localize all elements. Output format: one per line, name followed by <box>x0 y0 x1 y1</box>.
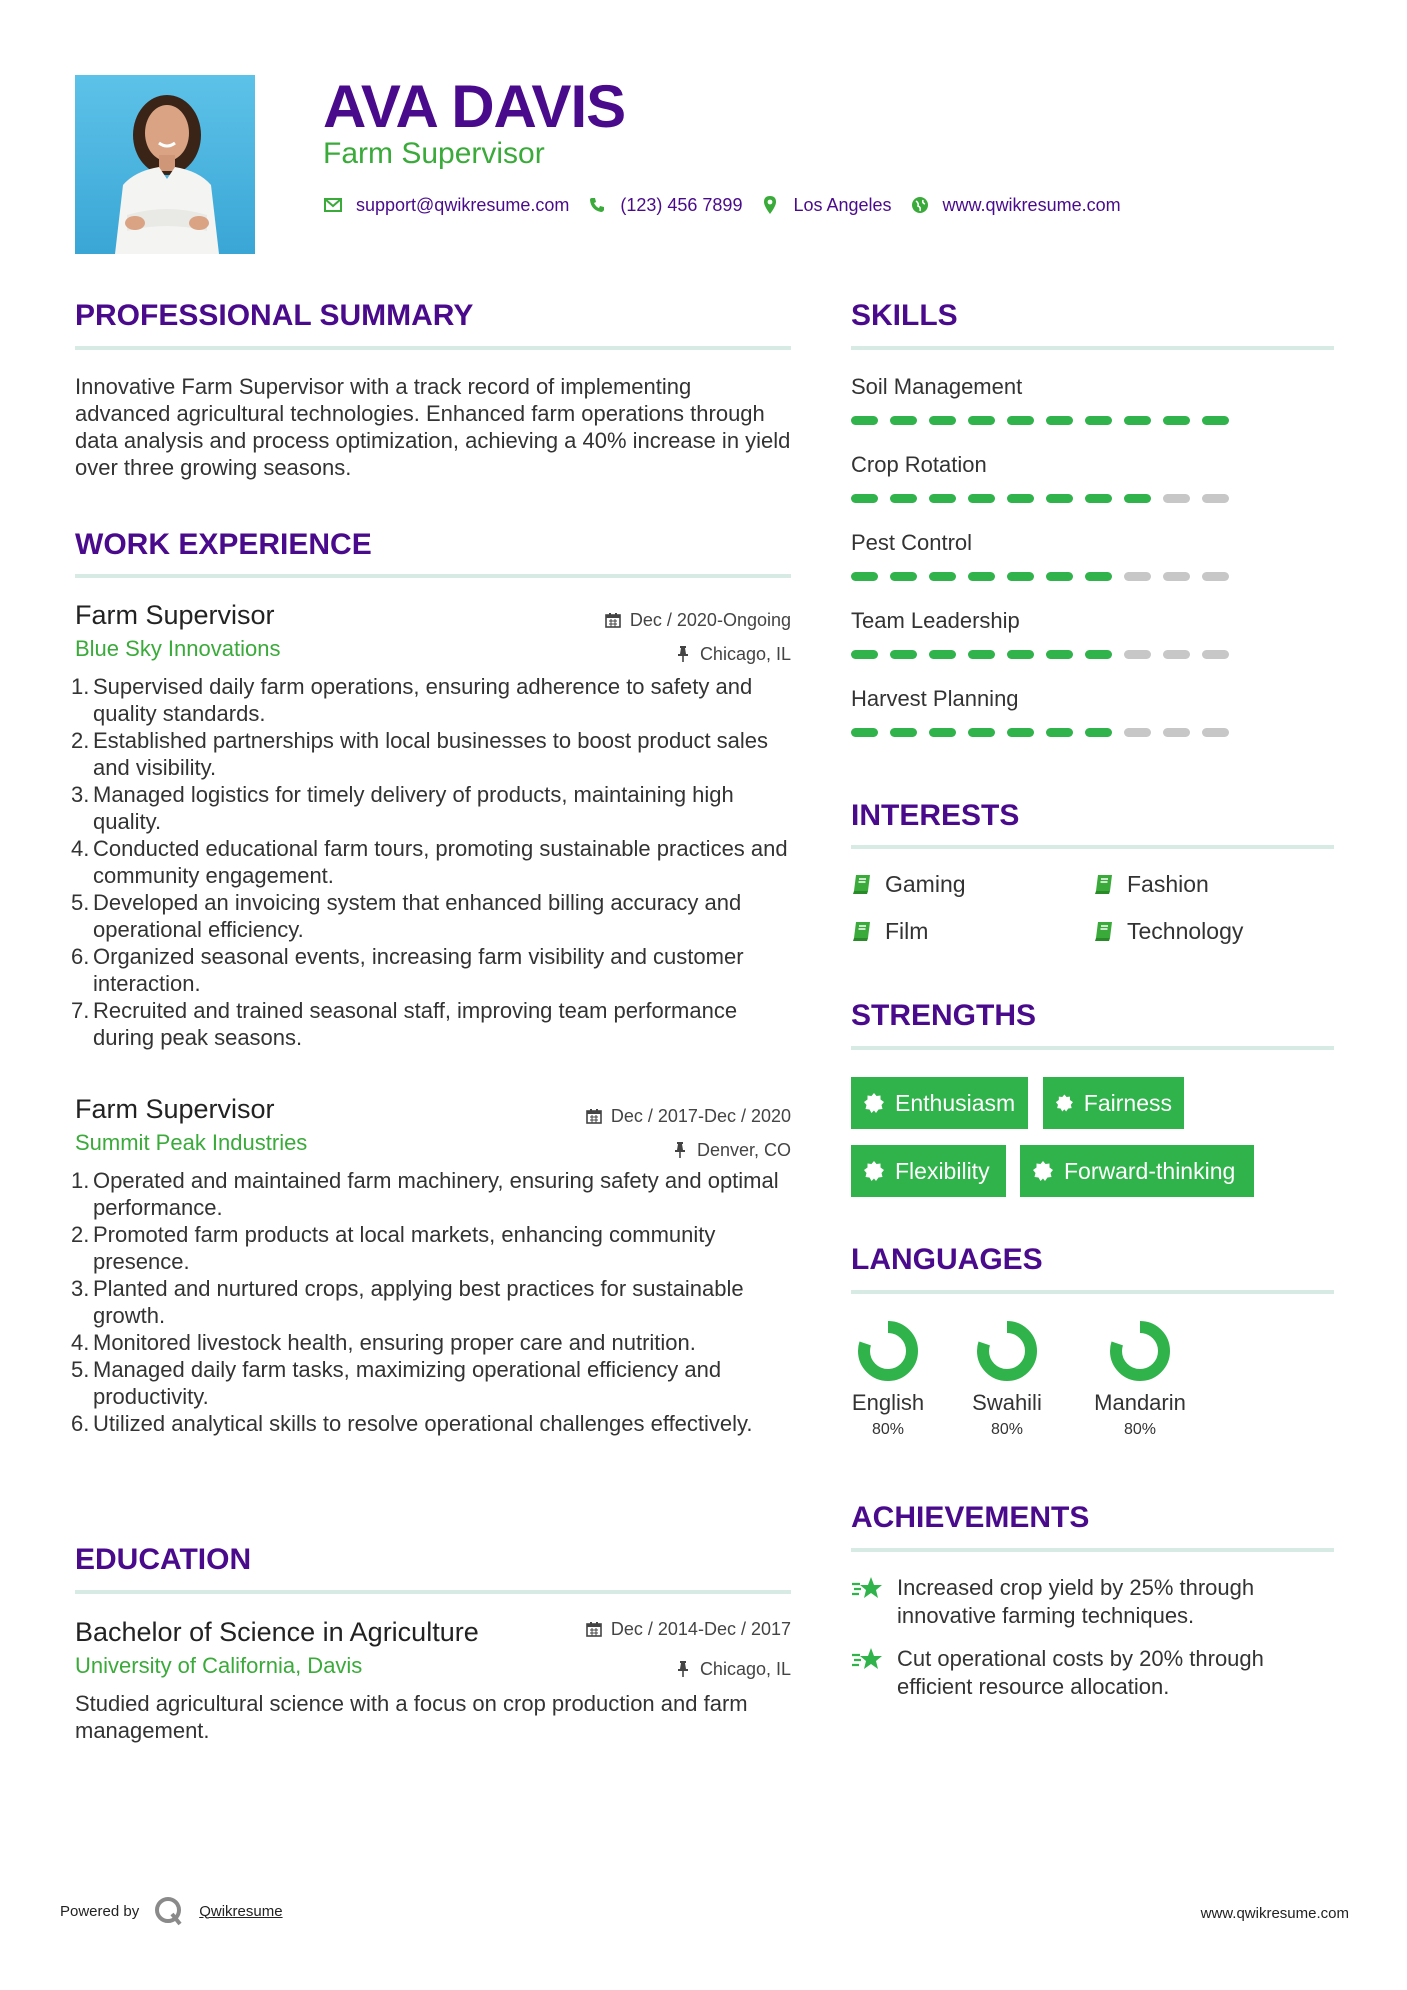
skill-dot-filled <box>851 572 878 581</box>
education-description: Studied agricultural science with a focus on crop production and farm management. <box>75 1691 748 1743</box>
skill-dot-filled <box>851 494 878 503</box>
job-dates-text: Dec / 2017-Dec / 2020 <box>610 1106 791 1126</box>
skill-dot-filled <box>1124 416 1151 425</box>
language-ring <box>855 1318 921 1384</box>
achievements-heading: ACHIEVEMENTS <box>851 1501 1090 1534</box>
achievements-rule <box>851 1548 1334 1552</box>
list-item: 1. Supervised daily farm operations, ensuring adherence to safety and quality standards. <box>71 674 753 726</box>
map-marker-icon <box>760 195 780 215</box>
skill-dot-empty <box>1124 728 1151 737</box>
language-percent: 80% <box>871 1421 905 1438</box>
list-item: 2. Established partnerships with local businesses to boost product sales and visibility. <box>71 728 769 780</box>
education-location-text: Chicago, IL <box>699 1659 791 1679</box>
skill-dot-filled <box>890 416 917 425</box>
skill-rating <box>851 572 1231 582</box>
job-dates-text: Dec / 2020-Ongoing <box>629 610 791 630</box>
skill-dot-filled <box>1007 494 1034 503</box>
job-bullets <box>71 673 791 1051</box>
phone-icon <box>587 195 607 215</box>
education-degree: Bachelor of Science in Agriculture <box>75 1617 479 1647</box>
list-item: 4. Monitored livestock health, ensuring proper care and nutrition. <box>71 1330 696 1355</box>
skill-dot-filled <box>1085 728 1112 737</box>
contact-email[interactable] <box>323 193 569 217</box>
skill-dot-filled <box>968 650 995 659</box>
calendar-icon <box>585 1107 603 1125</box>
badge-icon <box>863 1160 885 1182</box>
contact-location-text: Los Angeles <box>793 195 892 215</box>
education-dates <box>585 1618 791 1640</box>
list-item: 5. Managed daily farm tasks, maximizing operational efficiency and productivity. <box>71 1357 722 1409</box>
pin-icon <box>671 1141 689 1159</box>
strength-tag <box>851 1145 1006 1197</box>
skill-dot-filled <box>1046 416 1073 425</box>
skill-dot-filled <box>1046 650 1073 659</box>
job-location <box>674 643 791 665</box>
list-item: 6. Utilized analytical skills to resolve operational challenges effectively. <box>71 1411 753 1436</box>
language-name: Mandarin <box>1094 1390 1186 1415</box>
skill-dot-filled <box>890 494 917 503</box>
candidate-name: AVA DAVIS <box>323 73 626 140</box>
footer-website[interactable]: www.qwikresume.com <box>1200 1905 1349 1922</box>
job-entry <box>71 599 791 1051</box>
strength-label: Enthusiasm <box>895 1089 1016 1116</box>
skill-dot-filled <box>929 650 956 659</box>
job-role: Farm Supervisor <box>75 600 275 630</box>
education-rule <box>75 1590 791 1594</box>
skills-rule <box>851 346 1334 350</box>
skill-dot-filled <box>1124 494 1151 503</box>
skill-dot-filled <box>1202 416 1229 425</box>
skill-item <box>851 373 1334 401</box>
skill-item <box>851 451 1334 479</box>
languages-rule <box>851 1290 1334 1294</box>
language-name: Swahili <box>972 1390 1042 1415</box>
skill-dot-filled <box>851 416 878 425</box>
skill-dot-filled <box>890 650 917 659</box>
job-location <box>671 1139 791 1161</box>
language-percent: 80% <box>990 1421 1024 1438</box>
interest-label: Gaming <box>885 871 966 897</box>
skill-item <box>851 607 1334 635</box>
achievement-text: Increased crop yield by 25% through innovative farming techniques. <box>897 1575 1255 1628</box>
list-item: 6. Organized seasonal events, increasing farm visibility and customer interaction. <box>71 944 744 996</box>
interest-label: Technology <box>1127 918 1244 944</box>
interests-heading: INTERESTS <box>851 799 1020 832</box>
skill-dot-filled <box>1163 416 1190 425</box>
education-location <box>674 1658 791 1680</box>
language-ring <box>1107 1318 1173 1384</box>
list-item: 1. Operated and maintained farm machinery, ensuring safety and optimal performance. <box>71 1168 779 1220</box>
calendar-icon <box>604 611 622 629</box>
job-company: Summit Peak Industries <box>75 1130 308 1155</box>
skill-name: Harvest Planning <box>851 686 1019 711</box>
skill-dot-filled <box>890 572 917 581</box>
interests-rule <box>851 845 1334 849</box>
skill-dot-filled <box>1085 494 1112 503</box>
language-item <box>828 1318 948 1440</box>
list-item: 3. Managed logistics for timely delivery of products, maintaining high quality. <box>71 782 734 834</box>
skill-dot-filled <box>929 728 956 737</box>
skill-dot-filled <box>851 728 878 737</box>
skill-item <box>851 685 1334 713</box>
language-name: English <box>851 1390 925 1415</box>
skill-rating <box>851 650 1231 660</box>
globe-icon <box>910 195 930 215</box>
skill-dot-filled <box>1007 650 1034 659</box>
summary-text: Innovative Farm Supervisor with a track record of implementing advanced agricultural technologies. Enhanced farm operations through data analysis and process optimization, achieving a 40% increase in yield over three growing seasons. <box>75 374 791 480</box>
candidate-title: Farm Supervisor <box>323 137 545 170</box>
skill-dot-filled <box>929 494 956 503</box>
book-icon <box>851 920 873 942</box>
footer-powered-by <box>60 1895 283 1927</box>
strength-tag <box>851 1077 1028 1129</box>
interest-label: Film <box>885 918 929 944</box>
skills-heading: SKILLS <box>851 299 958 332</box>
skill-dot-filled <box>968 416 995 425</box>
skill-dot-filled <box>890 728 917 737</box>
strengths-heading: STRENGTHS <box>851 999 1037 1032</box>
job-bullets <box>71 1167 791 1437</box>
experience-heading: WORK EXPERIENCE <box>75 528 372 561</box>
strength-label: Fairness <box>1083 1089 1172 1116</box>
job-company: Blue Sky Innovations <box>75 636 281 661</box>
skill-dot-empty <box>1163 572 1190 581</box>
skill-dot-filled <box>851 650 878 659</box>
skill-dot-filled <box>1007 416 1034 425</box>
contact-location <box>760 193 891 217</box>
skill-dot-empty <box>1202 572 1229 581</box>
contact-phone-text: (123) 456 7899 <box>620 195 743 215</box>
skill-dot-filled <box>1085 416 1112 425</box>
qwikresume-logo-icon <box>153 1895 185 1927</box>
list-item: 3. Planted and nurtured crops, applying best practices for sustainable growth. <box>71 1276 744 1328</box>
job-location-text: Chicago, IL <box>699 644 791 664</box>
skill-dot-empty <box>1202 728 1229 737</box>
skill-dot-empty <box>1124 572 1151 581</box>
skill-dot-filled <box>1046 572 1073 581</box>
summary-heading: PROFESSIONAL SUMMARY <box>75 299 474 332</box>
book-icon <box>1093 873 1115 895</box>
skill-name: Soil Management <box>851 374 1023 399</box>
achievement-item <box>851 1574 1334 1630</box>
summary-rule <box>75 346 791 350</box>
list-item: 4. Conducted educational farm tours, promoting sustainable practices and community engagement. <box>71 836 788 888</box>
envelope-icon <box>323 195 343 215</box>
education-heading: EDUCATION <box>75 1543 252 1576</box>
skill-dot-filled <box>1007 728 1034 737</box>
list-item: 5. Developed an invoicing system that enhanced billing accuracy and operational efficiency. <box>71 890 742 942</box>
skill-dot-filled <box>968 728 995 737</box>
list-item: 7. Recruited and trained seasonal staff, improving team performance during peak seasons. <box>71 998 738 1050</box>
contact-bar <box>323 193 1139 217</box>
interest-item <box>1093 917 1243 945</box>
book-icon <box>851 873 873 895</box>
strength-tag <box>1043 1077 1184 1129</box>
education-school: University of California, Davis <box>75 1653 363 1678</box>
skill-name: Crop Rotation <box>851 452 987 477</box>
achievement-text: Cut operational costs by 20% through efficient resource allocation. <box>897 1646 1264 1699</box>
interest-item <box>851 870 966 898</box>
contact-website-text: www.qwikresume.com <box>942 195 1121 215</box>
education-dates-text: Dec / 2014-Dec / 2017 <box>610 1619 791 1639</box>
skill-dot-filled <box>968 494 995 503</box>
languages-heading: LANGUAGES <box>851 1243 1043 1276</box>
book-icon <box>1093 920 1115 942</box>
language-item <box>947 1318 1067 1440</box>
badge-icon <box>1032 1160 1054 1182</box>
skill-name: Pest Control <box>851 530 973 555</box>
star-icon <box>851 1574 885 1604</box>
calendar-icon <box>585 1620 603 1638</box>
language-percent: 80% <box>1123 1421 1157 1438</box>
star-icon <box>851 1645 885 1675</box>
skill-dot-empty <box>1124 650 1151 659</box>
skill-dot-empty <box>1163 650 1190 659</box>
experience-rule <box>75 574 791 578</box>
skill-dot-filled <box>929 416 956 425</box>
skill-dot-empty <box>1202 650 1229 659</box>
skill-dot-filled <box>1085 572 1112 581</box>
language-item <box>1080 1318 1200 1440</box>
language-ring <box>974 1318 1040 1384</box>
skill-rating <box>851 728 1231 738</box>
skill-rating <box>851 416 1231 426</box>
pin-icon <box>674 645 692 663</box>
job-dates <box>604 609 791 631</box>
job-entry <box>71 1093 791 1437</box>
interest-item <box>1093 870 1209 898</box>
skill-name: Team Leadership <box>851 608 1020 633</box>
strength-tag <box>1020 1145 1254 1197</box>
education-entry <box>75 1616 791 1744</box>
contact-phone[interactable] <box>587 193 742 217</box>
strength-label: Flexibility <box>895 1157 990 1184</box>
contact-website[interactable] <box>910 193 1121 217</box>
skill-dot-empty <box>1163 728 1190 737</box>
profile-photo <box>75 75 255 254</box>
skill-dot-filled <box>1046 494 1073 503</box>
skill-dot-filled <box>929 572 956 581</box>
skill-dot-empty <box>1163 494 1190 503</box>
job-dates <box>585 1105 791 1127</box>
list-item: 2. Promoted farm products at local markets, enhancing community presence. <box>71 1222 716 1274</box>
job-location-text: Denver, CO <box>696 1140 791 1160</box>
badge-icon <box>1055 1092 1074 1114</box>
contact-email-text: support@qwikresume.com <box>356 195 570 215</box>
skill-item <box>851 529 1334 557</box>
skill-dot-empty <box>1202 494 1229 503</box>
strength-label: Forward-thinking <box>1064 1157 1236 1184</box>
powered-by-label: Powered by <box>60 1902 140 1920</box>
skill-dot-filled <box>1007 572 1034 581</box>
qwikresume-link[interactable]: Qwikresume <box>199 1902 283 1920</box>
skill-dot-filled <box>1085 650 1112 659</box>
job-role: Farm Supervisor <box>75 1094 275 1124</box>
achievement-item <box>851 1645 1334 1701</box>
skill-dot-filled <box>968 572 995 581</box>
interest-label: Fashion <box>1127 871 1209 897</box>
interest-item <box>851 917 928 945</box>
strengths-rule <box>851 1046 1334 1050</box>
skill-rating <box>851 494 1231 504</box>
pin-icon <box>674 1660 692 1678</box>
skill-dot-filled <box>1046 728 1073 737</box>
badge-icon <box>863 1092 885 1114</box>
